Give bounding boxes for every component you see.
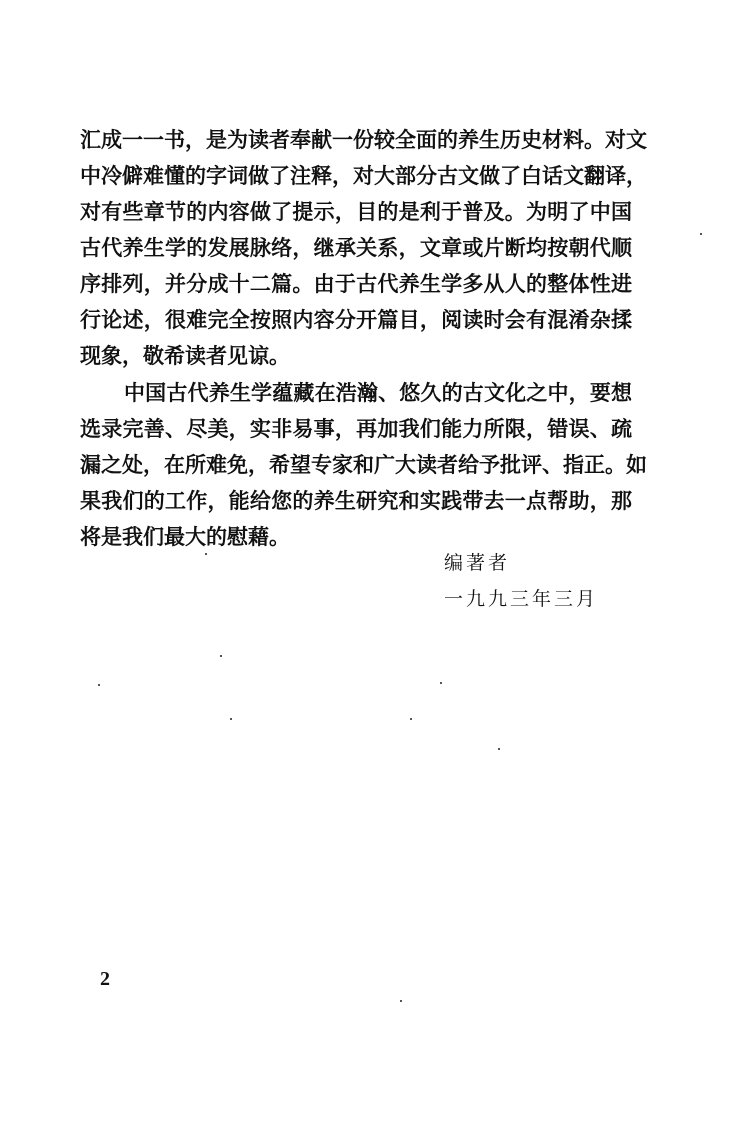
text-line: 序排列，并分成十二篇。由于古代养生学多从人的整体性进 (80, 271, 632, 296)
page-number: 2 (100, 968, 110, 990)
text-line: 选录完善、尽美，实非易事，再加我们能力所限，错误、疏 (80, 416, 632, 441)
text-line: 将是我们最大的慰藉。 (80, 524, 290, 549)
signature-author: 编著者 (444, 552, 511, 574)
signature-date: 一九九三年三月 (444, 588, 599, 610)
text-line: 汇成一一书，是为读者奉献一份较全面的养生历史材料。对文 (80, 127, 647, 152)
scan-speck (400, 1000, 402, 1002)
text-line: 中国古代养生学蕴藏在浩瀚、悠久的古文化之中，要想 (124, 380, 632, 405)
text-line: 对有些章节的内容做了提示，目的是利于普及。为明了中国 (80, 199, 632, 224)
scan-speck (410, 718, 412, 720)
scan-speck (498, 748, 500, 750)
scan-speck (205, 553, 207, 555)
text-line: 果我们的工作，能给您的养生研究和实践带去一点帮助，那 (80, 488, 632, 513)
text-line: 古代养生学的发展脉络，继承关系，文章或片断均按朝代顺 (80, 235, 632, 260)
scan-speck (220, 655, 222, 657)
text-line: 中冷僻难懂的字词做了注释，对大部分古文做了白话文翻译， (80, 163, 647, 188)
scan-speck (98, 684, 100, 686)
text-line: 漏之处，在所难免，希望专家和广大读者给予批评、指正。如 (80, 452, 647, 477)
text-line: 行论述，很难完全按照内容分开篇目，阅读时会有混淆杂揉 (80, 307, 632, 332)
scan-speck (440, 682, 442, 684)
text-line: 现象，敬希读者见谅。 (80, 343, 290, 368)
scan-speck (700, 233, 702, 235)
scan-speck (230, 718, 232, 720)
